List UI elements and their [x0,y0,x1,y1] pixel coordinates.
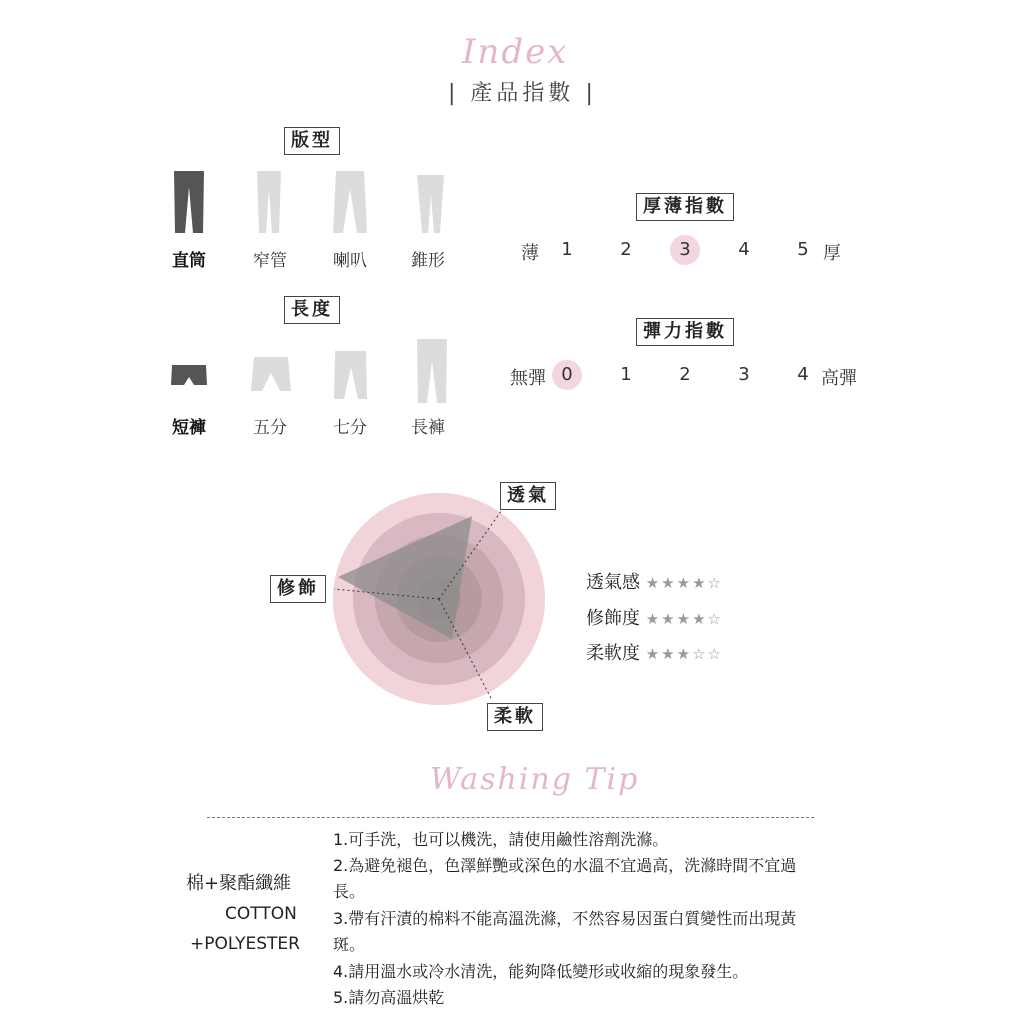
star-rating-icon: ★★★★☆ [645,610,723,628]
elasticity-scale-4: 4 [797,364,809,385]
elasticity-label: 彈力指數 [636,318,734,346]
elasticity-max-label: 高彈 [821,368,857,389]
thickness-label: 厚薄指數 [636,193,734,221]
elasticity-min-label: 無彈 [510,368,546,389]
washing-tip-script-title: Washing Tip [430,762,640,797]
elasticity-scale-0-selected: 0 [552,360,582,390]
washing-tip-3: 3.帶有汗漬的棉料不能高溫洗滌，不然容易因蛋白質變性而出現黃斑。 [333,909,797,954]
radar-axis-label-soft: 柔軟 [487,703,543,731]
fit-option-tapered: 錐形 [411,251,445,271]
washing-tip-1: 1.可手洗，也可以機洗，請使用鹼性溶劑洗滌。 [333,830,669,849]
fit-label: 版型 [284,127,340,155]
flare-pants-icon [333,171,367,233]
thickness-scale-4: 4 [738,239,750,260]
straight-pants-icon [174,171,204,233]
length-icons [160,335,460,410]
rating-row-breathable [586,568,723,594]
title-bar-left: | [448,81,460,106]
rating-label: 修飾度 [586,608,640,629]
title-bar-right: | [585,81,597,106]
star-rating-icon: ★★★☆☆ [645,645,723,663]
skinny-pants-icon [257,171,281,233]
page-title: 產品指數 [470,81,575,106]
fit-icons [160,165,460,240]
elasticity-scale-3: 3 [738,364,750,385]
rating-row-soft [586,639,723,665]
elasticity-scale-2: 2 [679,364,691,385]
washing-tip-4: 4.請用溫水或冷水清洗，能夠降低變形或收縮的現象發生。 [333,962,749,981]
index-script-title: Index [462,32,569,72]
length-option-cropped: 七分 [333,418,367,438]
rating-label: 透氣感 [586,572,640,593]
fabric-chinese: 棉+聚酯纖維 [186,873,292,894]
thickness-scale-5: 5 [797,239,809,260]
thickness-scale-2: 2 [620,239,632,260]
fabric-english-2: +POLYESTER [190,934,300,954]
radar-axis-label-breathable: 透氣 [500,482,556,510]
elasticity-scale-1: 1 [620,364,632,385]
thickness-scale-1: 1 [561,239,573,260]
fit-option-straight: 直筒 [172,251,206,271]
rating-row-flattering [586,604,723,630]
thickness-min-label: 薄 [521,243,539,264]
cropped-pants-icon [334,351,367,399]
length-option-long: 長褲 [411,418,445,438]
length-option-shorts: 短褲 [172,418,206,438]
fit-option-flare: 喇叭 [333,251,367,271]
washing-tip-5: 5.請勿高溫烘乾 [333,988,445,1007]
half-length-pants-icon [251,357,291,391]
washing-tip-2: 2.為避免褪色，色澤鮮艷或深色的水溫不宜過高，洗滌時間不宜過長。 [333,856,797,901]
star-rating-icon: ★★★★☆ [645,574,723,592]
radar-axis-label-flattering: 修飾 [270,575,326,603]
radar-chart [320,485,560,710]
long-pants-icon [417,339,447,403]
length-label: 長度 [284,296,340,324]
tapered-pants-icon [417,175,444,233]
thickness-scale-3-selected: 3 [670,235,700,265]
thickness-max-label: 厚 [823,243,841,264]
length-option-half: 五分 [253,418,287,438]
page-title-row [448,76,597,107]
dotted-divider [207,817,814,818]
rating-label: 柔軟度 [586,643,640,664]
fabric-english-1: COTTON [225,904,297,924]
fit-option-skinny: 窄管 [253,251,287,271]
shorts-icon [171,365,207,385]
